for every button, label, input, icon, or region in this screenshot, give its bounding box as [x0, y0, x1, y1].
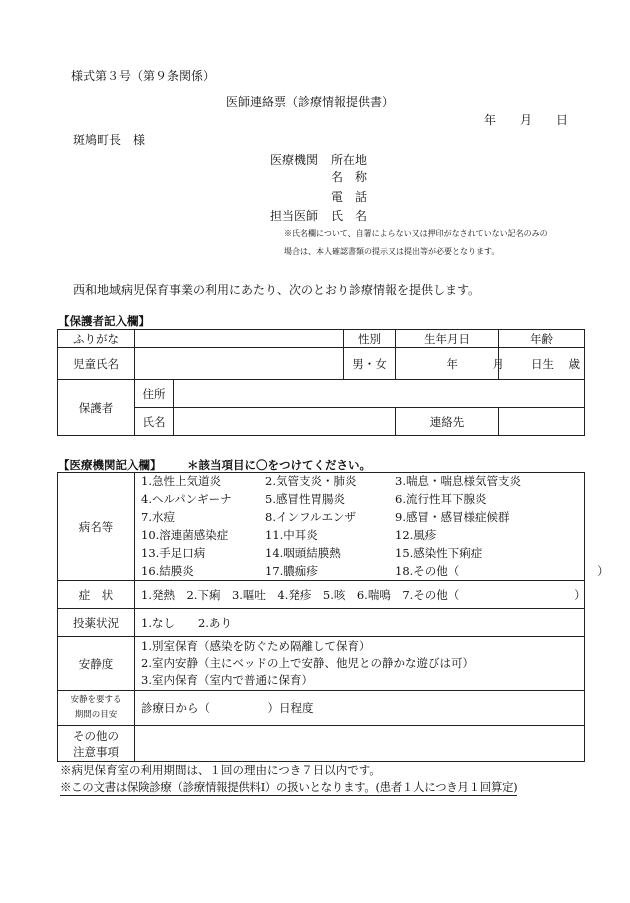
rest-period-label-line1: 安静を要する — [70, 695, 122, 705]
other-notes-label — [58, 726, 135, 762]
diagnosis-list — [135, 473, 609, 581]
diagnosis-option[interactable]: 15.感染性下痢症 — [395, 546, 483, 560]
diagnosis-option[interactable]: 13.手足口病 — [141, 546, 206, 560]
address-label: 所在地 — [331, 153, 368, 167]
intro-text: 西和地域病児保育事業の利用にあたり、次のとおり診療情報を提供します。 — [73, 283, 481, 297]
other-notes-field[interactable] — [135, 726, 585, 762]
child-name-label: 児童氏名 — [58, 348, 135, 380]
diagnosis-option[interactable]: 17.膿痂疹 — [265, 564, 318, 578]
signature-note-line2: 場合は、本人確認書類の提示又は提出等が必要となります。 — [284, 247, 500, 256]
rest-option[interactable]: 3.室内保育（室内で普通に保育） — [141, 673, 313, 687]
rest-period-field[interactable]: 診療日から（ ）日程度 — [135, 691, 585, 726]
age-unit: 歳 — [568, 356, 580, 371]
birth-month-label: 月 — [492, 356, 504, 371]
sex-label: 性別 — [344, 330, 396, 348]
diagnosis-option[interactable]: 5.感冒性胃腸炎 — [265, 492, 345, 506]
guardian-label: 保護者 — [58, 380, 135, 436]
rest-period-label — [58, 691, 135, 726]
diagnosis-option[interactable]: 14.咽頭結膜熱 — [265, 546, 341, 560]
diagnosis-option[interactable]: 7.水痘 — [141, 510, 175, 524]
doctor-name-label: 氏 名 — [331, 209, 368, 223]
contact-label: 連絡先 — [396, 408, 499, 436]
guardian-name-field[interactable] — [174, 408, 396, 436]
guardian-address-label: 住所 — [135, 380, 174, 408]
name-label: 名 称 — [331, 170, 368, 184]
diagnosis-option[interactable]: 18.その他（ ） — [395, 564, 609, 578]
medical-table — [57, 472, 609, 762]
guardian-name-label: 氏名 — [135, 408, 174, 436]
signature-note-line1: ※氏名欄について、自署によらない又は押印がなされていない記名のみの — [284, 229, 548, 238]
diagnosis-option[interactable]: 10.溶連菌感染症 — [141, 528, 229, 542]
child-name-field[interactable] — [135, 348, 344, 380]
birth-year-label: 年 — [446, 356, 458, 371]
diagnosis-option[interactable]: 1.急性上気道炎 — [141, 474, 221, 488]
contact-field[interactable] — [499, 408, 585, 436]
symptoms-label: 症 状 — [58, 581, 135, 609]
rest-option[interactable]: 1.別室保育（感染を防ぐため隔離して保育） — [141, 639, 371, 653]
date-day: 日 — [556, 113, 569, 127]
phone-label: 電 話 — [331, 190, 368, 204]
doctor-label: 担当医師 — [270, 209, 319, 223]
diagnosis-grid — [141, 473, 609, 580]
footnote-usage-period: ※病児保育室の利用期間は、１回の理由につき７日以内です。 — [60, 763, 381, 777]
birthdate-label: 生年月日 — [396, 330, 499, 348]
footnote-insurance: ※この文書は保険診療（診療情報提供料Ⅰ）の扱いとなります。(患者１人につき月１回算定) — [60, 780, 518, 794]
sex-options[interactable]: 男・女 — [344, 348, 396, 380]
diagnosis-option[interactable]: 4.ヘルパンギーナ — [141, 492, 232, 506]
medical-section-heading: 【医療機関記入欄】 — [58, 458, 162, 472]
guardian-address-field[interactable] — [174, 380, 585, 408]
guardian-section-heading: 【保護者記入欄】 — [58, 314, 150, 328]
birthdate-field[interactable] — [396, 348, 554, 380]
rest-label: 安静度 — [58, 637, 135, 691]
addressee: 斑鳩町長 様 — [73, 133, 146, 147]
document-title: 医師連絡票（診療情報提供書） — [226, 95, 395, 109]
rest-period-label-line2: 期間の目安 — [74, 710, 118, 720]
diagnosis-option[interactable]: 11.中耳炎 — [265, 528, 318, 542]
date-year: 年 — [484, 113, 497, 127]
diagnosis-option[interactable]: 9.感冒・感冒様症候群 — [395, 510, 510, 524]
medication-label: 投薬状況 — [58, 609, 135, 637]
rest-option[interactable]: 2.室内安静（主にベッドの上で安静、他児との静かな遊びは可） — [141, 656, 474, 670]
diagnosis-option[interactable]: 2.気管支炎・肺炎 — [265, 474, 357, 488]
diagnosis-label: 病名等 — [58, 473, 135, 581]
diagnosis-option[interactable]: 16.結膜炎 — [141, 564, 194, 578]
form-number: 様式第３号（第９条関係） — [71, 69, 216, 83]
age-label: 年齢 — [499, 330, 585, 348]
medication-options[interactable]: 1.なし 2.あり — [135, 609, 585, 637]
other-notes-label-line2: 注意事項 — [73, 744, 119, 759]
diagnosis-option[interactable]: 8.インフルエンザ — [265, 510, 357, 524]
diagnosis-option[interactable]: 12.風疹 — [395, 528, 437, 542]
guardian-table — [57, 329, 585, 436]
furigana-field[interactable] — [135, 330, 344, 348]
rest-options — [135, 637, 585, 691]
furigana-label: ふりがな — [58, 330, 135, 348]
date-month: 月 — [520, 113, 533, 127]
diagnosis-option[interactable]: 6.流行性耳下腺炎 — [395, 492, 487, 506]
medical-instruction: ＊該当項目に〇をつけてください。 — [187, 458, 371, 472]
diagnosis-option[interactable]: 3.喘息・喘息様気管支炎 — [395, 474, 521, 488]
symptoms-options[interactable]: 1.発熱 2.下痢 3.嘔吐 4.発疹 5.咳 6.喘鳴 7.その他（ ） — [135, 581, 585, 609]
other-notes-label-line1: その他の — [73, 728, 119, 743]
institution-label: 医療機関 — [270, 153, 319, 167]
birth-day-label: 日生 — [531, 356, 554, 371]
